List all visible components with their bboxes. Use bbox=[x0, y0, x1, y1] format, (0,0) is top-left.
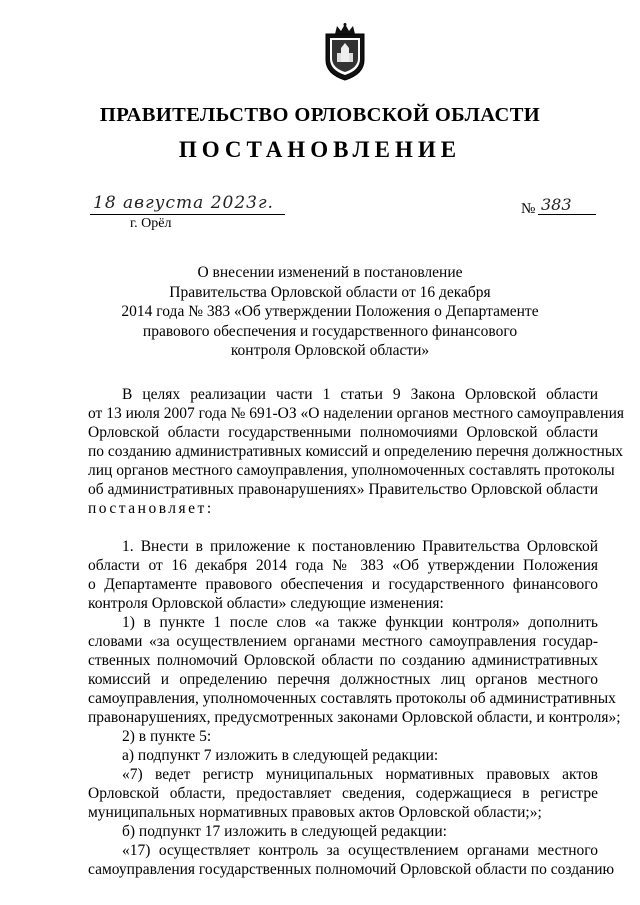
city-label: г. Орёл bbox=[130, 216, 172, 231]
item-1-2a-text-line: Орловской области, предоставляет сведения, содержащиеся в регистре bbox=[88, 785, 598, 802]
document-type-title: ПОСТАНОВЛЕНИЕ bbox=[178, 137, 462, 162]
item-1-2b-text-line: самоуправления государственных полномочий Орловской области по созданию bbox=[88, 861, 615, 878]
subject-line: 2014 года № 383 «Об утверждении Положения о Департаменте bbox=[121, 303, 539, 320]
item-1-line: области от 16 декабря 2014 года № 383 «Об утверждении Положения bbox=[88, 557, 598, 574]
item-1-2b-text-line: «17) осуществляет контроль за осуществлением органами местного bbox=[122, 842, 598, 859]
item-1-line: о Департаменте правового обеспечения и государственного финансового bbox=[88, 576, 598, 593]
number-underline bbox=[538, 214, 596, 215]
date-underline bbox=[90, 214, 285, 215]
item-1-2b-line: б) подпункт 17 изложить в следующей редакции: bbox=[122, 823, 447, 840]
handwritten-number: 383 bbox=[541, 195, 572, 214]
item-1-2-line: 2) в пункте 5: bbox=[122, 728, 212, 745]
number-label: № bbox=[521, 201, 536, 217]
organization-title: ПРАВИТЕЛЬСТВО ОРЛОВСКОЙ ОБЛАСТИ bbox=[99, 104, 541, 126]
item-1-1-line: ственных полномочий Орловской области по созданию административных bbox=[88, 652, 598, 669]
item-1-line: контроля Орловской области» следующие изменения: bbox=[88, 595, 444, 612]
preamble-line: В целях реализации части 1 статьи 9 Закона Орловской области bbox=[122, 386, 598, 403]
subject-line: правового обеспечения и государственного финансового bbox=[142, 322, 518, 340]
preamble-line: от 13 июля 2007 года № 691-ОЗ «О наделении органов местного самоуправления bbox=[88, 405, 625, 422]
preamble-line: об административных правонарушениях» Правительство Орловской области bbox=[88, 481, 598, 498]
item-1-2a-line: а) подпункт 7 изложить в следующей редакции: bbox=[122, 747, 439, 764]
preamble-line: лиц органов местного самоуправления, уполномоченных составлять протоколы bbox=[88, 462, 615, 479]
subject-line: Правительства Орловской области от 16 декабря bbox=[169, 283, 491, 301]
document-subject bbox=[120, 263, 540, 361]
subject-line: контроля Орловской области» bbox=[230, 342, 430, 359]
item-1-1-line: самоуправления, уполномоченных составлять протоколы об административных bbox=[88, 690, 616, 707]
item-1-line: 1. Внести в приложение к постановлению Правительства Орловской bbox=[122, 538, 598, 555]
item-1-1-line: словами «за осуществлением органами местного самоуправления государ- bbox=[88, 633, 598, 650]
item-1-1-line: 1) в пункте 1 после слов «а также функции контроля» дополнить bbox=[122, 614, 598, 631]
item-1-2a-text-line: муниципальных нормативных правовых актов Орловской области;»; bbox=[88, 804, 542, 821]
preamble-resolves: постановляет: bbox=[88, 500, 214, 517]
item-1-1-line: комиссий и определению перечня должностных лиц органов местного bbox=[88, 671, 598, 688]
coat-of-arms-emblem bbox=[322, 22, 368, 82]
item-1-2a-text-line: «7) ведет регистр муниципальных нормативных правовых актов bbox=[122, 766, 598, 783]
document-body bbox=[88, 385, 625, 879]
preamble-line: Орловской области государственными полномочиями Орловской области bbox=[88, 424, 598, 441]
subject-line: О внесении изменений в постановление bbox=[197, 264, 463, 281]
preamble-line: по созданию административных комиссий и определению перечня должностных bbox=[88, 443, 623, 460]
item-1-1-line: правонарушениях, предусмотренных законами Орловской области, и контроля»; bbox=[88, 709, 621, 726]
handwritten-date: 18 августа 2023г. bbox=[93, 193, 274, 213]
